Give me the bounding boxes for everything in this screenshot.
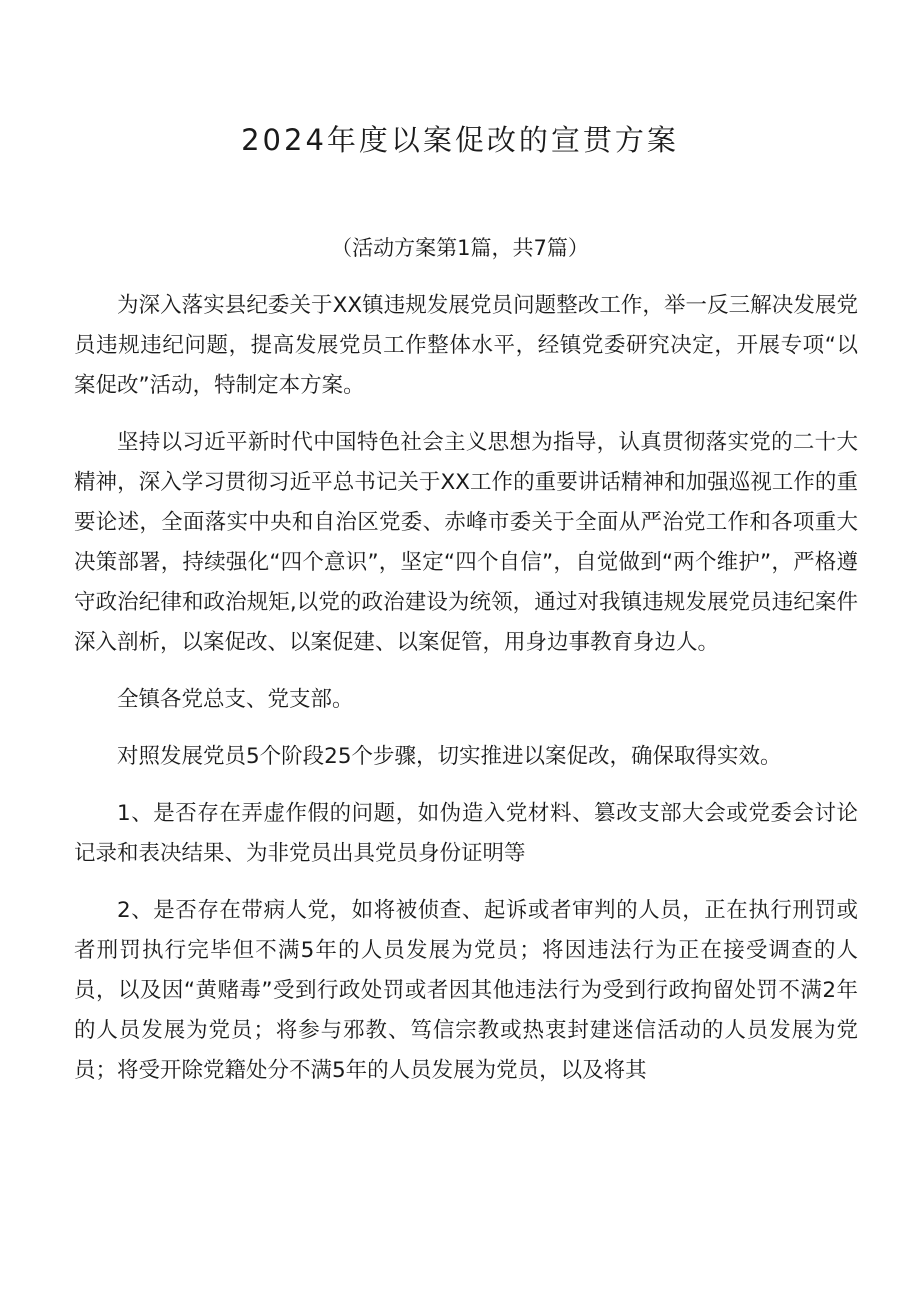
paragraph-scope: 全镇各党总支、党支部。 xyxy=(117,687,354,712)
document-title: 2024年度以案促改的宣贯方案 xyxy=(241,123,679,157)
paragraph-objective: 对照发展党员5个阶段25个步骤，切实推进以案促改，确保取得实效。 xyxy=(117,744,782,769)
document-subtitle: （活动方案第1篇，共7篇） xyxy=(331,236,589,260)
paragraph-intro: 为深入落实县纪委关于XX镇违规发展党员问题整改工作，举一反三解决发展党员违规违纪问题，提高发展党员工作整体水平，经镇党委研究决定，开展专项“以案促改”活动，特制定本方案。 xyxy=(74,293,858,398)
paragraph-guiding-ideology: 坚持以习近平新时代中国特色社会主义思想为指导，认真贯彻落实党的二十大精神，深入学习贯彻习近平总书记关于XX工作的重要讲话精神和加强巡视工作的重要论述，全面落实中央和自治区党委、赤峰市委关于全面从严治党工作和各项重大决策部署，持续强化“四个意识”，坚定“四个自信”，自觉做到“两个维护”，严格遵守政治纪律和政治规矩,以党的政治建设为统领，通过对我镇违规发展党员违纪案件深入剖析，以案促改、以案促建、以案促管，用身边事教育身边人。 xyxy=(74,430,858,655)
paragraph-item-2: 2、是否存在带病人党，如将被侦查、起诉或者审判的人员，正在执行刑罚或者刑罚执行完毕但不满5年的人员发展为党员；将因违法行为正在接受调查的人员，以及因“黄赌毒”受到行政处罚或者因其他违法行为受到行政拘留处罚不满2年的人员发展为党员；将参与邪教、笃信宗教或热衷封建迷信活动的人员发展为党员；将受开除党籍处分不满5年的人员发展为党员，以及将其 xyxy=(74,898,858,1083)
document-body xyxy=(74,286,858,1108)
paragraph-item-1: 1、是否存在弄虚作假的问题，如伪造入党材料、篡改支部大会或党委会讨论记录和表决结果、为非党员出具党员身份证明等 xyxy=(74,801,858,866)
